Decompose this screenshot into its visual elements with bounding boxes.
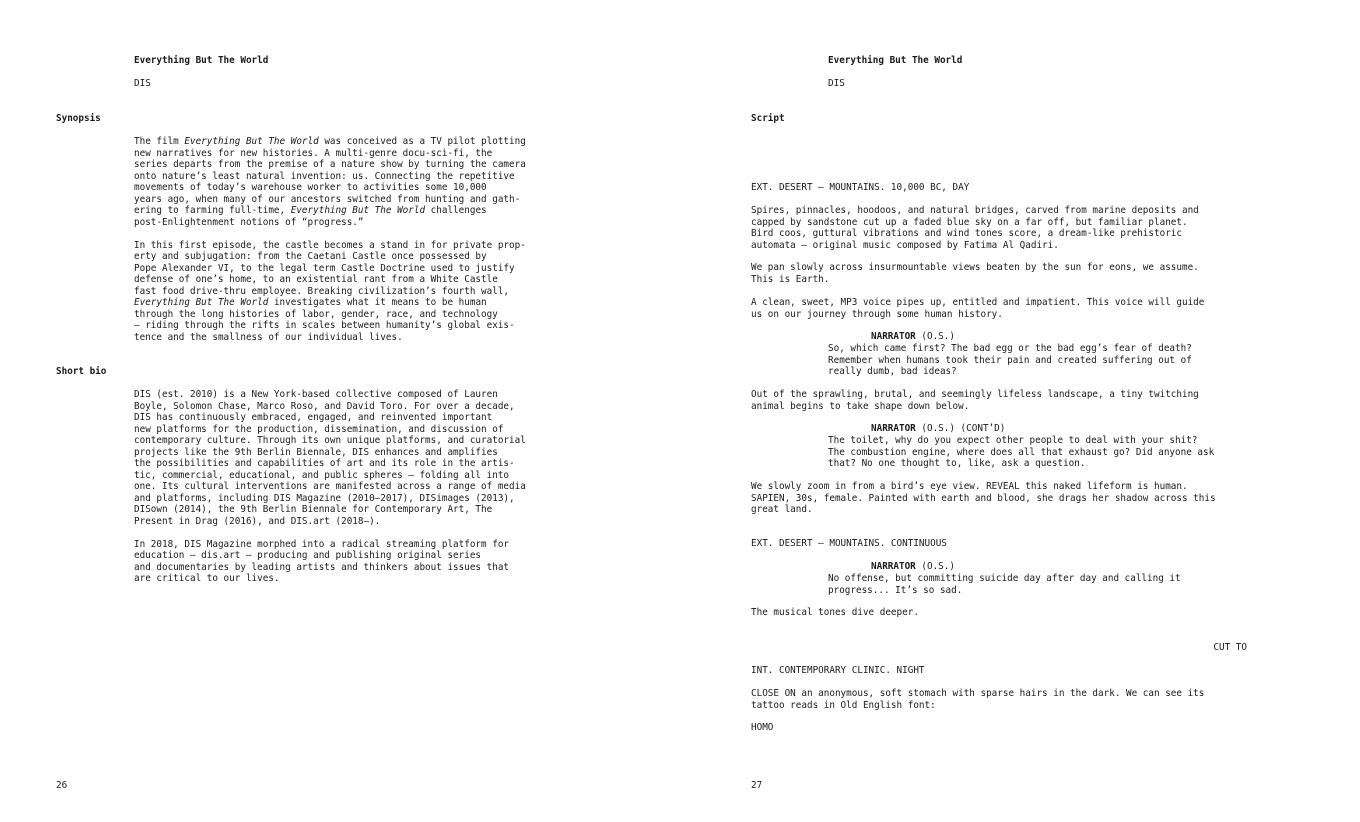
action-block xyxy=(751,389,1199,412)
text-line: really dumb, bad ideas? xyxy=(828,366,957,377)
action-block xyxy=(751,481,1216,516)
right-page-title: Everything But The World xyxy=(828,55,963,66)
text-line: DISown (2014), the 9th Berlin Biennale for Contemporary Art, The xyxy=(134,504,493,515)
synopsis-heading: Synopsis xyxy=(56,113,101,124)
text-line: ering to farming full-time, Everything But The World challenges xyxy=(134,205,487,216)
dialogue-block xyxy=(828,435,1214,470)
text-line: contemporary culture. Through its own unique platforms, and curatorial xyxy=(134,435,526,446)
text-line: Pope Alexander VI, to the legal term Castle Doctrine used to justify xyxy=(134,262,515,274)
left-page-title: Everything But The World xyxy=(134,55,269,66)
text-line: Bird coos, guttural vibrations and wind tones score, a dream-like prehistoric xyxy=(751,228,1182,239)
text-line: education — dis.art — producing and publishing original series xyxy=(134,550,482,561)
text-line: new platforms for the production, dissemination, and discussion of xyxy=(134,423,504,435)
text-line: capped by sandstone cut up a faded blue sky on a far off, but familiar planet. xyxy=(751,216,1188,228)
dialogue-block xyxy=(828,343,1192,378)
action-block xyxy=(751,205,1199,251)
text-line: tic, commercial, educational, and public spheres — folding all into xyxy=(134,469,510,481)
text-line: In 2018, DIS Magazine morphed into a radical streaming platform for xyxy=(134,538,510,550)
right-page-number: 27 xyxy=(751,780,763,791)
text-line: So, which came first? The bad egg or the bad egg’s fear of death? xyxy=(828,343,1192,354)
script-heading: Script xyxy=(751,113,785,124)
left-page-author: DIS xyxy=(134,78,151,89)
text-line: — riding through the rifts in scales between humanity’s global exis- xyxy=(134,320,515,331)
text-line: automata — original music composed by Fatima Al Qadiri. xyxy=(751,239,1059,251)
text-line: The toilet, why do you expect other people to deal with your shit? xyxy=(828,435,1198,446)
text-line: us on our journey through some human history. xyxy=(751,308,1003,320)
text-line: fast food drive-thru employee. Breaking civilization’s fourth wall, xyxy=(134,285,510,297)
text-line: We slowly zoom in from a bird’s eye view. REVEAL this naked lifeform is human. xyxy=(751,481,1188,492)
text-line: through the long histories of labor, gender, race, and technology xyxy=(134,308,498,320)
action-block xyxy=(751,297,1204,320)
text-line: animal begins to take shape down below. xyxy=(751,400,970,412)
action-block xyxy=(751,262,1199,285)
text-line: Everything But The World investigates what it means to be human xyxy=(134,297,487,308)
text-line: tattoo reads in Old English font: xyxy=(751,699,936,711)
text-line: series departs from the premise of a nature show by turning the camera xyxy=(134,159,526,170)
text-line: The film Everything But The World was conceived as a TV pilot plotting xyxy=(134,136,526,147)
text-line: We pan slowly across insurmountable views beaten by the sun for eons, we assume. xyxy=(751,262,1199,273)
film-title: Everything But The World xyxy=(184,136,319,147)
text-line: A clean, sweet, MP3 voice pipes up, entitled and impatient. This voice will guide xyxy=(751,297,1205,308)
text-line: great land. xyxy=(751,504,813,515)
text-line: one. Its cultural interventions are manifested across a range of media xyxy=(134,481,526,492)
text-line: The combustion engine, where does all that exhaust go? Did anyone ask xyxy=(828,446,1215,458)
text-line: In this first episode, the castle becomes a stand in for private prop- xyxy=(134,239,526,251)
text-line: that? No one thought to, like, ask a question. xyxy=(828,458,1086,469)
action-block xyxy=(751,688,1204,711)
transition: CUT TO xyxy=(1213,642,1247,653)
text-line: CLOSE ON an anonymous, soft stomach with sparse hairs in the dark. We can see its xyxy=(751,688,1205,699)
text-line: DIS (est. 2010) is a New York-based collective composed of Lauren xyxy=(134,389,498,400)
text-line: Present in Drag (2016), and DIS.art (2018–). xyxy=(134,515,381,527)
text-line: SAPIEN, 30s, female. Painted with earth and blood, she drags her shadow across this xyxy=(751,492,1216,504)
film-title: Everything But The World xyxy=(134,297,269,308)
scene-heading: EXT. DESERT — MOUNTAINS. 10,000 BC, DAY xyxy=(751,182,970,193)
text-line: post-Enlightenment notions of “progress.” xyxy=(134,216,364,228)
synopsis-text xyxy=(134,136,526,343)
dialogue-block xyxy=(828,573,1181,596)
character-cue: NARRATOR (O.S.) xyxy=(871,331,955,342)
text-line: Remember when humans took their pain and created suffering out of xyxy=(828,354,1192,366)
text-line: tence and the smallness of our individual lives. xyxy=(134,331,403,343)
text-line: This is Earth. xyxy=(751,273,830,285)
text-line: are critical to our lives. xyxy=(134,573,280,584)
scene-heading: EXT. DESERT — MOUNTAINS. CONTINUOUS xyxy=(751,538,947,549)
action-block xyxy=(751,722,773,734)
text-line: defense of one’s home, to an existential rant from a White Castle xyxy=(134,274,498,285)
text-line: Out of the sprawling, brutal, and seemingly lifeless landscape, a tiny twitching xyxy=(751,389,1199,400)
text-line: projects like the 9th Berlin Biennale, DIS enhances and amplifies xyxy=(134,446,498,458)
text-line: Spires, pinnacles, hoodoos, and natural bridges, carved from marine deposits and xyxy=(751,205,1199,216)
action-block xyxy=(751,607,919,619)
left-page-number: 26 xyxy=(56,780,68,791)
film-title: Everything But The World xyxy=(290,205,426,216)
scene-heading: INT. CONTEMPORARY CLINIC. NIGHT xyxy=(751,665,925,676)
text-line: DIS has continuously embraced, engaged, and reinvented important xyxy=(134,412,493,423)
short-bio-text xyxy=(134,389,526,585)
text-line: new narratives for new histories. A multi-genre docu-sci-fi, the xyxy=(134,147,493,159)
text-line: the possibilities and capabilities of art and its role in the artis- xyxy=(134,458,515,469)
text-line: onto nature’s least natural invention: us. Connecting the repetitive xyxy=(134,170,515,182)
text-line: and documentaries by leading artists and thinkers about issues that xyxy=(134,561,510,573)
text-line: Boyle, Solomon Chase, Marco Roso, and David Toro. For over a decade, xyxy=(134,400,515,412)
text-line: movements of today’s warehouse worker to activities some 10,000 xyxy=(134,182,487,193)
text-line: erty and subjugation: from the Caetani Castle once possessed by xyxy=(134,251,487,262)
right-page-author: DIS xyxy=(828,78,845,89)
text-line: The musical tones dive deeper. xyxy=(751,607,919,618)
text-line: No offense, but committing suicide day after day and calling it xyxy=(828,573,1181,584)
text-line: progress... It’s so sad. xyxy=(828,584,963,596)
short-bio-heading: Short bio xyxy=(56,366,107,377)
text-line: and platforms, including DIS Magazine (2010–2017), DISimages (2013), xyxy=(134,492,515,504)
text-line: years ago, when many of our ancestors switched from hunting and gath- xyxy=(134,193,521,205)
text-line: HOMO xyxy=(751,722,774,733)
character-cue: NARRATOR (O.S.) (CONT’D) xyxy=(871,423,1006,434)
character-cue: NARRATOR (O.S.) xyxy=(871,561,955,572)
